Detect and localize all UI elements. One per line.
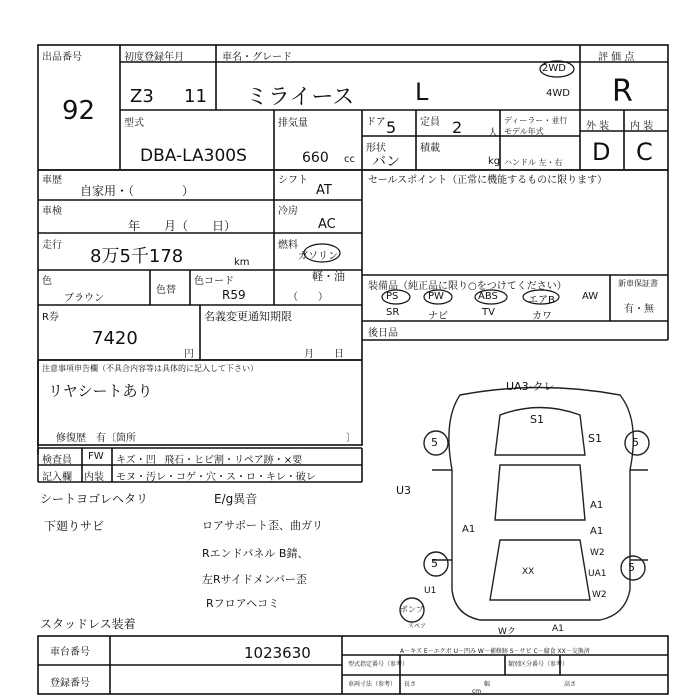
warranty-label: 新車保証書 (618, 279, 658, 288)
inspector-chip: 飛石・ヒビ割・リペア跡・×要 (164, 455, 303, 466)
displacement-label: 排気量 (278, 118, 308, 129)
chassis-label: 車台番号 (50, 647, 90, 658)
displacement-unit: cc (344, 154, 355, 165)
damage-legend: A－キズ E－エクボ U－凹み W－補修跡 S－サビ C－腐食 XX－交換済 (400, 648, 590, 655)
exterior-score: D (592, 138, 611, 166)
equip-leather: カワ (532, 311, 552, 322)
recycle-label: R券 (42, 312, 59, 323)
notes-text: リヤシートあり (48, 382, 153, 400)
mileage-label: 走行 (42, 240, 62, 251)
car-grade: L (415, 78, 429, 106)
displacement-value: 660 (302, 150, 329, 166)
diagram-top-label: UA3-クレ (506, 380, 555, 393)
load-unit: kg (488, 156, 501, 167)
color-change-label: 色替 (156, 285, 176, 296)
inspector-scratch: キズ・凹 (116, 455, 156, 466)
shape-value: バン (372, 154, 400, 170)
size-unit: cm (472, 688, 482, 695)
mark-5-fr: 5 (632, 436, 639, 449)
car-diagram (400, 388, 649, 623)
fuel-diesel: 軽・油 (312, 270, 345, 283)
inspection-label: 車検 (42, 206, 62, 217)
mark-spare: スペア (408, 623, 427, 630)
shift-label: シフト (278, 175, 308, 186)
reg-month: 11 (184, 86, 207, 107)
inspector-interior: 内装 (84, 472, 104, 483)
mark-w2-b: W2 (592, 590, 607, 600)
capacity-unit: 人 (488, 128, 498, 139)
lot-label: 出品番号 (42, 52, 82, 63)
inspection-value: 年 月（ 日） (128, 219, 237, 233)
mark-s1-a: S1 (530, 413, 544, 426)
mark-5-rr: 5 (628, 561, 635, 574)
recycle-unit: 円 (184, 349, 194, 360)
comment-rust: 下廻りサビ (44, 519, 105, 533)
drive-2wd: 2WD (542, 63, 566, 74)
capacity-label: 定員 (420, 117, 440, 128)
recycle-value: 7420 (92, 328, 138, 349)
post-install-label: 後日品 (368, 328, 398, 339)
cooling-value: AC (318, 217, 336, 232)
mileage-value: 8万5千178 (90, 246, 184, 267)
model-year-label: モデル年式 (504, 127, 544, 136)
equip-tv: TV (482, 307, 495, 318)
size-label: 車両寸法（参考） (348, 681, 397, 688)
mark-s1-b: S1 (588, 432, 602, 445)
mark-a1-d: A1 (552, 624, 564, 634)
interior-score: C (636, 138, 653, 166)
mark-5-rl: 5 (431, 557, 438, 570)
color-label: 色 (42, 276, 52, 287)
inspector-label-2: 記入欄 (42, 472, 72, 483)
equip-ps: PS (386, 291, 399, 302)
shape-label: 形状 (366, 143, 386, 154)
door-label: ドア (366, 117, 386, 128)
handle-label: ハンドル 左・右 (504, 158, 563, 167)
mark-a1-c: A1 (590, 526, 604, 537)
mark-xx: XX (522, 567, 535, 577)
equip-navi: ナビ (428, 311, 448, 322)
color-code-value: R59 (222, 288, 246, 302)
mark-5-fl: 5 (431, 436, 438, 449)
mark-u1: U1 (424, 586, 437, 596)
equip-abs: ABS (478, 291, 498, 302)
score-value: R (612, 74, 633, 109)
chassis-value: 1023630 (244, 644, 311, 662)
comment-side-member: 左Rサイドメンバー歪 (202, 573, 307, 586)
drive-4wd: 4WD (546, 88, 570, 99)
mark-pump: ポンプ (400, 605, 424, 614)
mark-a1-a: A1 (590, 500, 604, 511)
fuel-other: （ ） (288, 292, 328, 303)
comment-seat: シートヨゴレヘタリ (40, 492, 149, 506)
warranty-value: 有・無 (624, 304, 654, 315)
score-label: 評 価 点 (598, 52, 635, 63)
reg-era: Z3 (130, 86, 154, 107)
mark-u3: U3 (396, 484, 412, 497)
model-value: DBA-LA300S (140, 146, 247, 166)
inspector-interior-items: モヌ・汚レ・コゲ・穴・ス・ロ・キレ・破レ (116, 472, 316, 483)
dealer-label: ディーラー・並行 (504, 116, 568, 125)
capacity-value: 2 (452, 118, 463, 137)
mileage-unit: km (234, 257, 250, 268)
car-name: ミライース (246, 85, 355, 110)
reg-date-label: 初度登録年月 (124, 52, 184, 63)
comment-lower-support: ロアサポート歪、曲ガリ (202, 519, 323, 532)
fuel-gasoline: ガソリン (298, 251, 338, 262)
equipment-label: 装備品（純正品に限り○をつけてください） (368, 281, 567, 292)
registration-label: 登録番号 (50, 678, 90, 689)
mark-a1-b: A1 (462, 524, 476, 535)
lot-value: 92 (62, 96, 96, 126)
history-value: 自家用・（ ） (80, 184, 195, 198)
load-label: 積載 (420, 143, 440, 154)
fuel-label: 燃料 (278, 240, 298, 251)
inspector-fw: FW (88, 451, 104, 462)
color-code-label: 色コード (194, 276, 234, 287)
model-label: 型式 (124, 118, 144, 129)
mark-wk: Wク (498, 627, 516, 637)
equip-aw: AW (582, 291, 599, 302)
repair-label: 修復歴 有〔箇所 (56, 433, 136, 444)
comment-studless: スタッドレス装着 (40, 617, 136, 631)
notice-label: 名義変更通知期限 (204, 310, 292, 323)
size-width: 幅 (484, 681, 491, 688)
notes-label: 注意事項申告欄（不具合内容等は具体的に記入して下さい） (42, 364, 258, 373)
car-name-label: 車名・グレード (222, 52, 292, 63)
mark-ua1: UA1 (588, 569, 607, 579)
repair-end: 〕 (346, 433, 356, 444)
shift-value: AT (316, 183, 332, 198)
door-value: 5 (386, 118, 397, 137)
equip-sr: SR (386, 307, 400, 318)
notice-value: 月 日 (304, 349, 344, 360)
color-value: ブラウン (64, 293, 104, 304)
form-type-label: 型式指定番号（参考） (348, 661, 409, 668)
interior-label: 内 装 (630, 121, 654, 132)
equip-pw: PW (428, 291, 444, 302)
equip-airbag: エアB (528, 295, 555, 306)
cooling-label: 冷房 (278, 206, 298, 217)
category-label: 類別区分番号（参考） (508, 661, 569, 668)
comment-end-panel: Rエンドパネル B錆、 (202, 547, 309, 560)
inspector-label-1: 検査員 (42, 455, 72, 466)
comment-floor: Rフロアヘコミ (206, 597, 280, 610)
mark-w2-a: W2 (590, 548, 605, 558)
comment-engine: E/g異音 (214, 492, 258, 506)
size-length: 長さ (404, 681, 417, 688)
size-height: 高さ (564, 681, 577, 688)
history-label: 車歴 (42, 175, 62, 186)
sales-point-label: セールスポイント（正常に機能するものに限ります） (368, 175, 608, 186)
exterior-label: 外 装 (586, 121, 610, 132)
